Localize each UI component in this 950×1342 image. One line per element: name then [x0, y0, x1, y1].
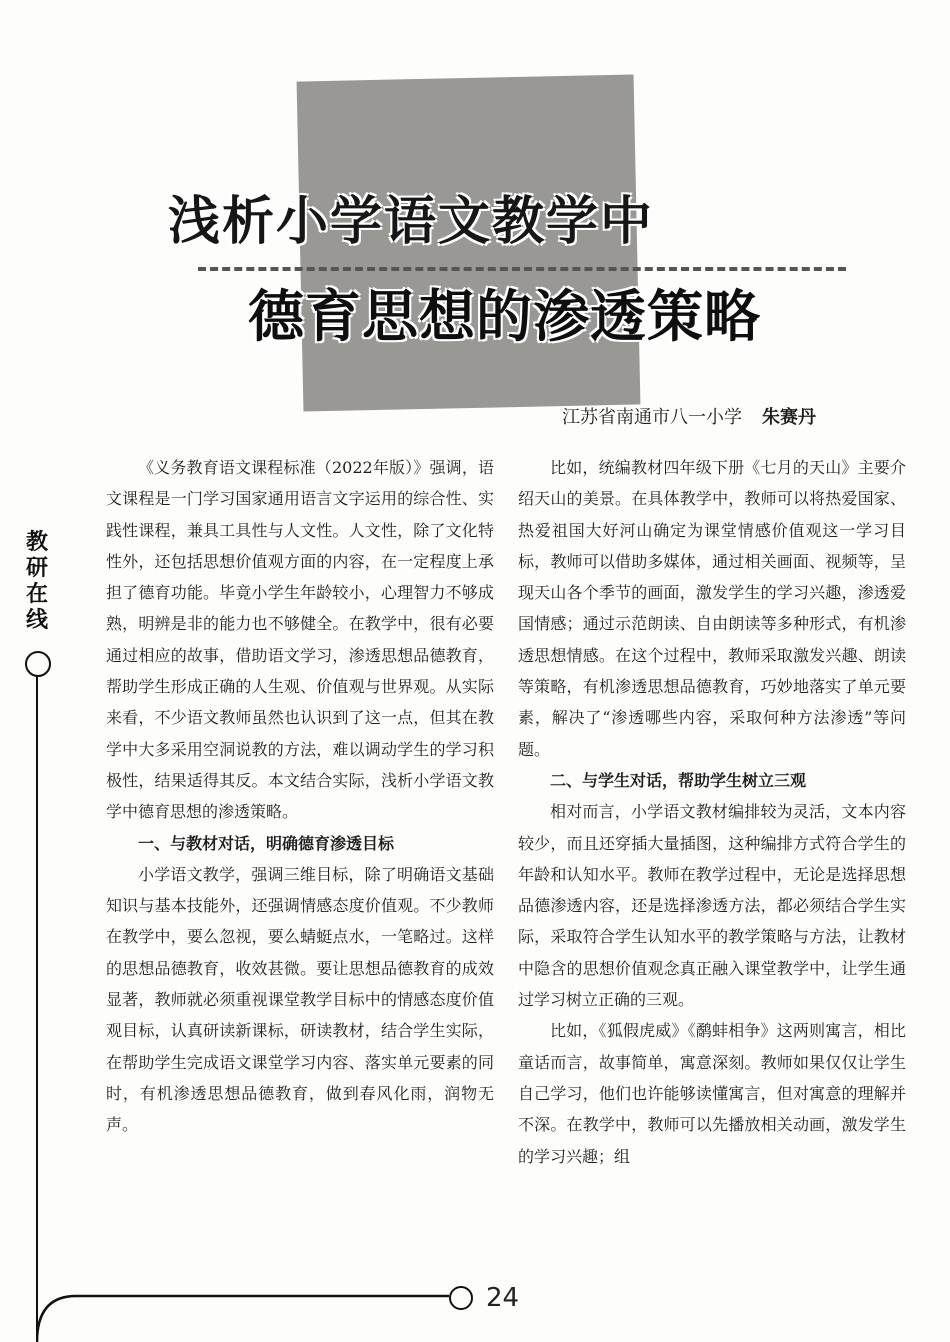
section-label: 教研在线 — [25, 530, 48, 633]
author-affiliation: 江苏省南通市八一小学 — [562, 407, 742, 428]
side-vertical-rule — [36, 676, 38, 1341]
article-title-line2: 德育思想的渗透策略 — [248, 285, 761, 350]
paragraph: 比如，统编教材四年级下册《七月的天山》主要介绍天山的美景。在具体教学中，教师可以将热爱国家、热爱祖国大好河山确定为课堂情感价值观这一学习目标，教师可以借助多媒体，通过相关画面、视频等，呈现天山各个季节的画面，激发学生的学习兴趣，渗透爱国情感；通过示范朗读、自由朗读等多种形式，有机渗透思想情感。在这个过程中，教师采取激发兴趣、朗读等策略，有机渗透思想品德教育，巧妙地落实了单元要素，解决了“渗透哪些内容，采取何种方法渗透”等问题。 — [518, 458, 906, 759]
section-heading: 一、与教材对话，明确德育渗透目标 — [138, 833, 395, 853]
left-column — [106, 452, 494, 1252]
paragraph: 《义务教育语文课程标准（2022年版）》强调，语文课程是一门学习国家通用语言文字运用的综合性、实践性课程，兼具工具性与人文性。人文性，除了文化特性外，还包括思想价值观方面的内容，在一定程度上承担了德育功能。毕竟小学生年龄较小，心理智力不够成熟，明辨是非的能力也不够健全。在教学中，很有必要通过相应的故事，借助语文学习，渗透思想品德教育，帮助学生形成正确的人生观、价值观与世界观。从实际来看，不少语文教师虽然也认识到了这一点，但其在教学中大多采用空洞说教的方法，难以调动学生的学习积极性，结果适得其反。本文结合实际，浅析小学语文教学中德育思想的渗透策略。 — [106, 458, 494, 822]
article-title-line1: 浅析小学语文教学中 — [168, 192, 655, 252]
page-number: 24 — [486, 1283, 520, 1313]
paragraph: 相对而言，小学语文教材编排较为灵活，文本内容较少，而且还穿插大量插图，这种编排方式符合学生的年龄和认知水平。教师在教学过程中，无论是选择思想品德渗透内容，还是选择渗透方法，都必须结合学生实际，采取符合学生认知水平的教学策略与方法，让教材中隐含的思想价值观念真正融入课堂教学中，让学生通过学习树立正确的三观。 — [518, 802, 906, 1010]
paragraph: 小学语文教学，强调三维目标，除了明确语文基础知识与基本技能外，还强调情感态度价值观。不少教师在教学中，要么忽视，要么蜻蜓点水，一笔略过。这样的思想品德教育，收效甚微。要让思想品德教育的成效显著，教师就必须重视课堂教学目标中的情感态度价值观目标，认真研读新课标，研读教材，结合学生实际，在帮助学生完成语文课堂学习内容、落实单元要素的同时，有机渗透思想品德教育，做到春风化雨，润物无声。 — [106, 864, 494, 1135]
author-name: 朱赛丹 — [762, 407, 816, 428]
title-divider — [198, 267, 846, 271]
byline — [562, 403, 816, 433]
section-heading: 二、与学生对话，帮助学生树立三观 — [550, 770, 807, 790]
right-column — [518, 452, 906, 1252]
paragraph: 比如，《狐假虎威》《鹬蚌相争》这两则寓言，相比童话而言，故事简单，寓意深刻。教师如果仅仅让学生自己学习，他们也许能够读懂寓言，但对寓意的理解并不深。在教学中，教师可以先播放相关动画，激发学生的学习兴趣；组 — [518, 1021, 906, 1166]
bottom-curve-rule — [36, 1282, 476, 1342]
page-circle-ornament — [449, 1286, 473, 1310]
side-circle-ornament — [25, 651, 51, 677]
